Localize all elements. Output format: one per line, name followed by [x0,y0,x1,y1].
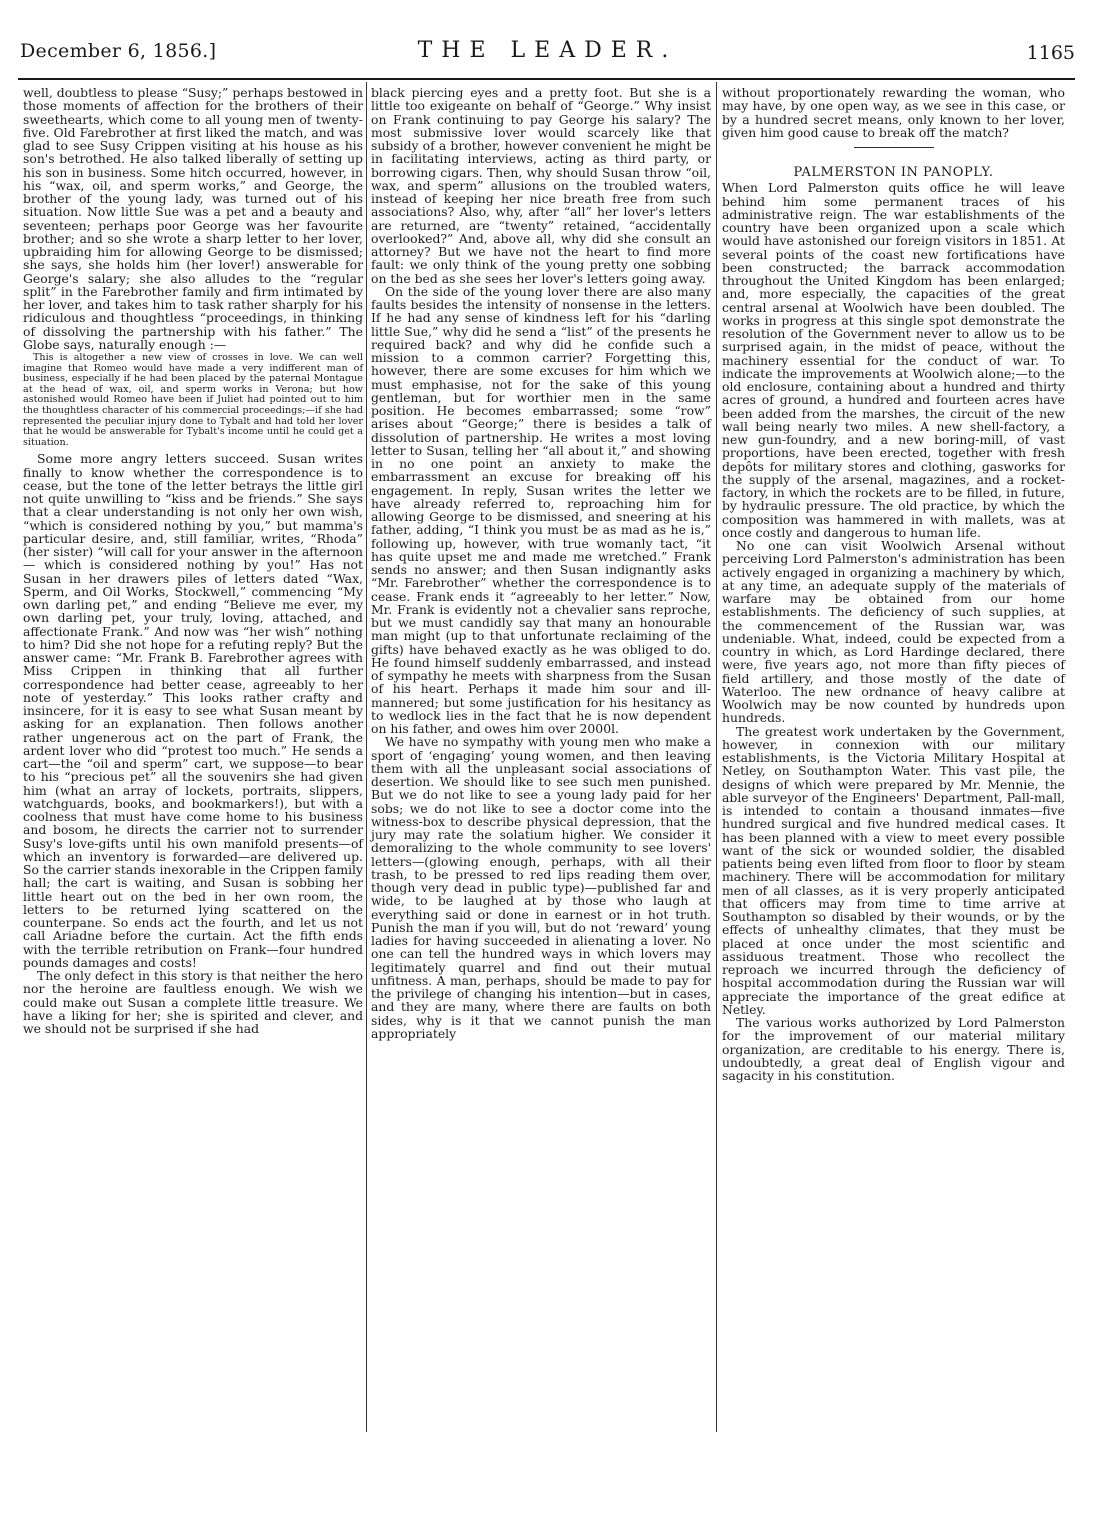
column-2 [371,86,711,1040]
column-divider-2 [716,82,717,1432]
page-header [20,40,1075,70]
issue-date: December 6, 1856.] [20,40,217,62]
header-rule [18,78,1075,80]
paragraph: The various works authorized by Lord Palmerston for the improvement of our material military organization, are creditable to his energy. There is, undoubtedly, a great deal of English vigour and sagacity in his constitution. [722,1015,1065,1083]
paragraph: well, doubtless to please “Susy;” perhaps bestowed in those moments of affection for the brothers of their sweethearts, which come to all young men of twenty-five. Old Farebrother at first liked the match, and was glad to see Susy Crippen visiting at his house as his son's betrothed. He also talked liberally of setting up his son in business. Some hitch occurred, however, in his “wax, oil, and sperm works,” and George, the brother of the young lady, was turned out of his situation. Now little Sue was a pet and a beauty and seventeen; perhaps poor George was her favourite brother; and so she wrote a sharp letter to her lover, upbraiding him for allowing George to be dismissed; she says, she holds him (her lover!) answerable for George's salary; she also alludes to the “regular split” in the Farebrother family and firm intimated by her lover, and takes him to task rather sharply for his ridiculous and thoughtless “proceedings, in thinking of dissolving the partnership with his father.” The Globe says, naturally enough :— [23,85,363,352]
section-rule [854,147,934,148]
paragraph: On the side of the young lover there are also many faults besides the intensity of nonsense in the letters. If he had any sense of kindness left for his “darling little Sue,” why did he send a “list” of the presents he required back? and why did he confide such a mission to a common carrier? Forgetting this, however, there are some excuses for him which we must emphasise, not for the sake of this young gentleman, but for worthier men in the same position. He becomes embarrassed; some “row” arises about “George;” there is besides a talk of dissolution of partnership. He writes a most loving letter to Susan, telling her “all about it,” and showing in no one point an anxiety to make the embarrassment an excuse for breaking off his engagement. In reply, Susan writes the letter we have already referred to, reproaching him for allowing George to be dismissed, and sneering at his father, adding, “I think you must be as mad as he is,” following up, however, with true womanly tact, “it has quite upset me and made me wretched.” Frank sends no answer; and then Susan indignantly asks “Mr. Farebrother” whether the correspondence is to cease. Frank ends it “agreeably to her letter.” Now, Mr. Frank is evidently not a chevalier sans reproche, but we must candidly say that many an honourable man might (up to that unfortunate reclaiming of the gifts) have behaved exactly as he was obliged to do. He found himself suddenly embarrassed, and instead of sympathy he meets with sharpness from the Susan of his heart. Perhaps it made him sour and ill-mannered; but some justification for his hesitancy as to wedlock lies in the fact that he is now dependent on his father, and owes him over 2000l. [371,283,711,736]
newspaper-title: THE LEADER. [417,38,678,63]
column-3 [722,86,1065,1082]
paragraph: The only defect in this story is that neither the hero nor the heroine are faultless enough. We wish we could make out Susan a complete little treasure. We have a liking for her; she is spirited and clever, and we should not be surprised if she had [23,968,363,1037]
column-1 [23,86,363,1035]
column-divider-1 [366,82,367,1432]
paragraph: black piercing eyes and a pretty foot. But she is a little too exigeante on behalf of “George.” Why insist on Frank continuing to pay George his salary? The most submissive lover would scarcely like that subsidy of a brother, however convenient he might be in facilitating interviews, acting as third party, or borrowing cigars. Then, why should Susan throw “oil, wax, and sperm” allusions on the troubled waters, instead of keeping her nice breath free from such associations? Also, why, after “all” her lover's letters are returned, are “twenty” retained, “accidentally overlooked?” And, above all, why did she consult an attorney? But we have not the heart to find more fault: we only think of the young pretty one sobbing on the bed as she sees her lover's letters going away. [371,85,711,286]
paragraph: We have no sympathy with young men who make a sport of ‘engaging’ young women, and then leaving them with all the unpleasant social associations of desertion. We should like to see such men punished. But we do not like to see a young lady paid for her sobs; we do not like to see a doctor come into the witness-box to describe physical depression, that the jury may rate the solatium higher. We consider it demoralizing to the whole community to see lovers' letters—(glowing enough, perhaps, with all their trash, to be pressed to red lips reading them over, though very dead in public type)—published far and wide, to be laughed at by those who laugh at everything said or done in earnest or in hot truth. Punish the man if you will, but do not ‘reward’ young ladies for having succeeded in alienating a lover. No one can tell the hundred ways in which lovers may legitimately quarrel and find out their mutual unfitness. A man, perhaps, should be made to pay for the privilege of changing his intention—but in cases, and they are many, where there are faults on both sides, why is it that we cannot punish the man appropriately [371,734,711,1041]
paragraph: without proportionately rewarding the woman, who may have, by one open way, as we see in this case, or by a hundred secret means, only known to her lover, given him good cause to break off the match? [722,85,1065,140]
paragraph: Some more angry letters succeed. Susan writes finally to know whether the correspondence is to cease, but the tone of the letter betrays the little girl not quite unwilling to “kiss and be friends.” She says that a clear understanding is not only her own wish, “which is considered nothing by you,” but mamma's particular desire, and, still familiar, writes, “Rhoda” (her sister) “will call for your answer in the afternoon — which is considered nothing by you!” Has not Susan in her drawers piles of letters dated “Wax, Sperm, and Oil Works, Stockwell,” commencing “My own darling pet,” and ending “Believe me ever, my own darling pet, your truly, loving, attached, and affectionate Frank.” And now was “her wish” nothing to him? Did she not hope for a refuting reply? But the answer came: “Mr. Frank B. Farebrother agrees with Miss Crippen in thinking that all further correspondence had better cease, agreeably to her note of yesterday.” This looks rather crafty and insincere, for it is easy to see what Susan meant by asking for an explanation. Then follows another rather ungenerous act on the part of Frank, the ardent lover who did “protest too much.” He sends a cart—the “oil and sperm” cart, we suppose—to bear to his “precious pet” all the souvenirs she had given him (what an array of lockets, portraits, slippers, watchguards, books, and bookmarkers!), but with a coolness that must have come home to his business and bosom, he directs the carrier not to surrender Susy's love-gifts until his own manifold presents—of which an inventory is forwarded—are delivered up. So the carrier stands inexorable in the Crippen family hall; the cart is waiting, and Susan is sobbing her little heart out on the bed in her own room, the letters to be returned lying scattered on the counterpane. So ends act the fourth, and let us not call Ariadne before the curtain. Act the fifth ends with the terrible retribution on Frank—four hundred pounds damages and costs! [23,451,363,970]
article-heading: PALMERSTON IN PANOPLY. [793,165,994,180]
paragraph: The greatest work undertaken by the Government, however, in connexion with our military establishments, is the Victoria Military Hospital at Netley, on Southampton Water. This vast pile, the designs of which were prepared by Mr. Mennie, the able surveyor of the Engineers' Department, Pall-mall, is intended to contain a thousand inmates—five hundred surgical and five hundred medical cases. It has been planned with a view to meet every possible want of the sick or wounded soldier, the disabled patients being even lifted from floor to floor by steam machinery. There will be accommodation for military men of all classes, as it is very properly anticipated that officers may from time to time arrive at Southampton so disabled by their wounds, or by the effects of unhealthy climates, that they must be placed at once under the most scientific and assiduous treatment. Those who recollect the reproach we incurred through the deficiency of hospital accommodation during the Russian war will appreciate the importance of the great edifice at Netley. [722,723,1065,1017]
quoted-note: This is altogether a new view of crosses in love. We can well imagine that Romeo would have made a very indifferent man of business, especially if he had been placed by the paternal Montague at the head of wax, oil, and sperm works in Verona; but how astonished would Romeo have been if Juliet had pointed out to him the thoughtless character of his commercial proceedings;—if she had represented the peculiar injury done to Tybalt and had told her lover that he would be answerable for Tybalt's income until he could get a situation. [23,352,363,448]
page-number: 1165 [1026,42,1075,64]
paragraph: No one can visit Woolwich Arsenal without perceiving Lord Palmerston's administration has been actively engaged in organizing a machinery by which, at any time, an adequate supply of the materials of warfare may be obtained from our home establishments. The deficiency of such supplies, at the commencement of the Russian war, was undeniable. What, indeed, could be expected from a country in which, as Lord Hardinge declared, there were, five years ago, not more than fifty pieces of field artillery, and those mostly of the date of Waterloo. The new ordnance of heavy calibre at Woolwich may be now counted by hundreds upon hundreds. [722,538,1065,726]
paragraph: When Lord Palmerston quits office he will leave behind him some permanent traces of his administrative reign. The war establishments of the country have been organized upon a scale which would have astonished our foreign visitors in 1851. At several points of the coast new fortifications have been constructed; the barrack accommodation throughout the United Kingdom has been enlarged; and, more especially, the capacities of the great central arsenal at Woolwich have been doubled. The works in progress at this single spot demonstrate the resolution of the Government never to allow us to be surprised again, in the midst of peace, without the machinery essential for the conduct of war. To indicate the improvements at Woolwich alone;—to the old enclosure, containing about a hundred and thirty acres of ground, a hundred and fourteen acres have been added from the marshes, the circuit of the new wall being nearly two miles. A new shell-factory, a new gun-foundry, and a new boring-mill, of vast proportions, have been erected, together with fresh depôts for military stores and clothing, gasworks for the supply of the arsenal, magazines, and a rocket-factory, in which the rockets are to be filled, in future, by hydraulic pressure. The old practice, by which the composition was hammered in with mallets, was at once costly and dangerous to human life. [722,180,1065,540]
